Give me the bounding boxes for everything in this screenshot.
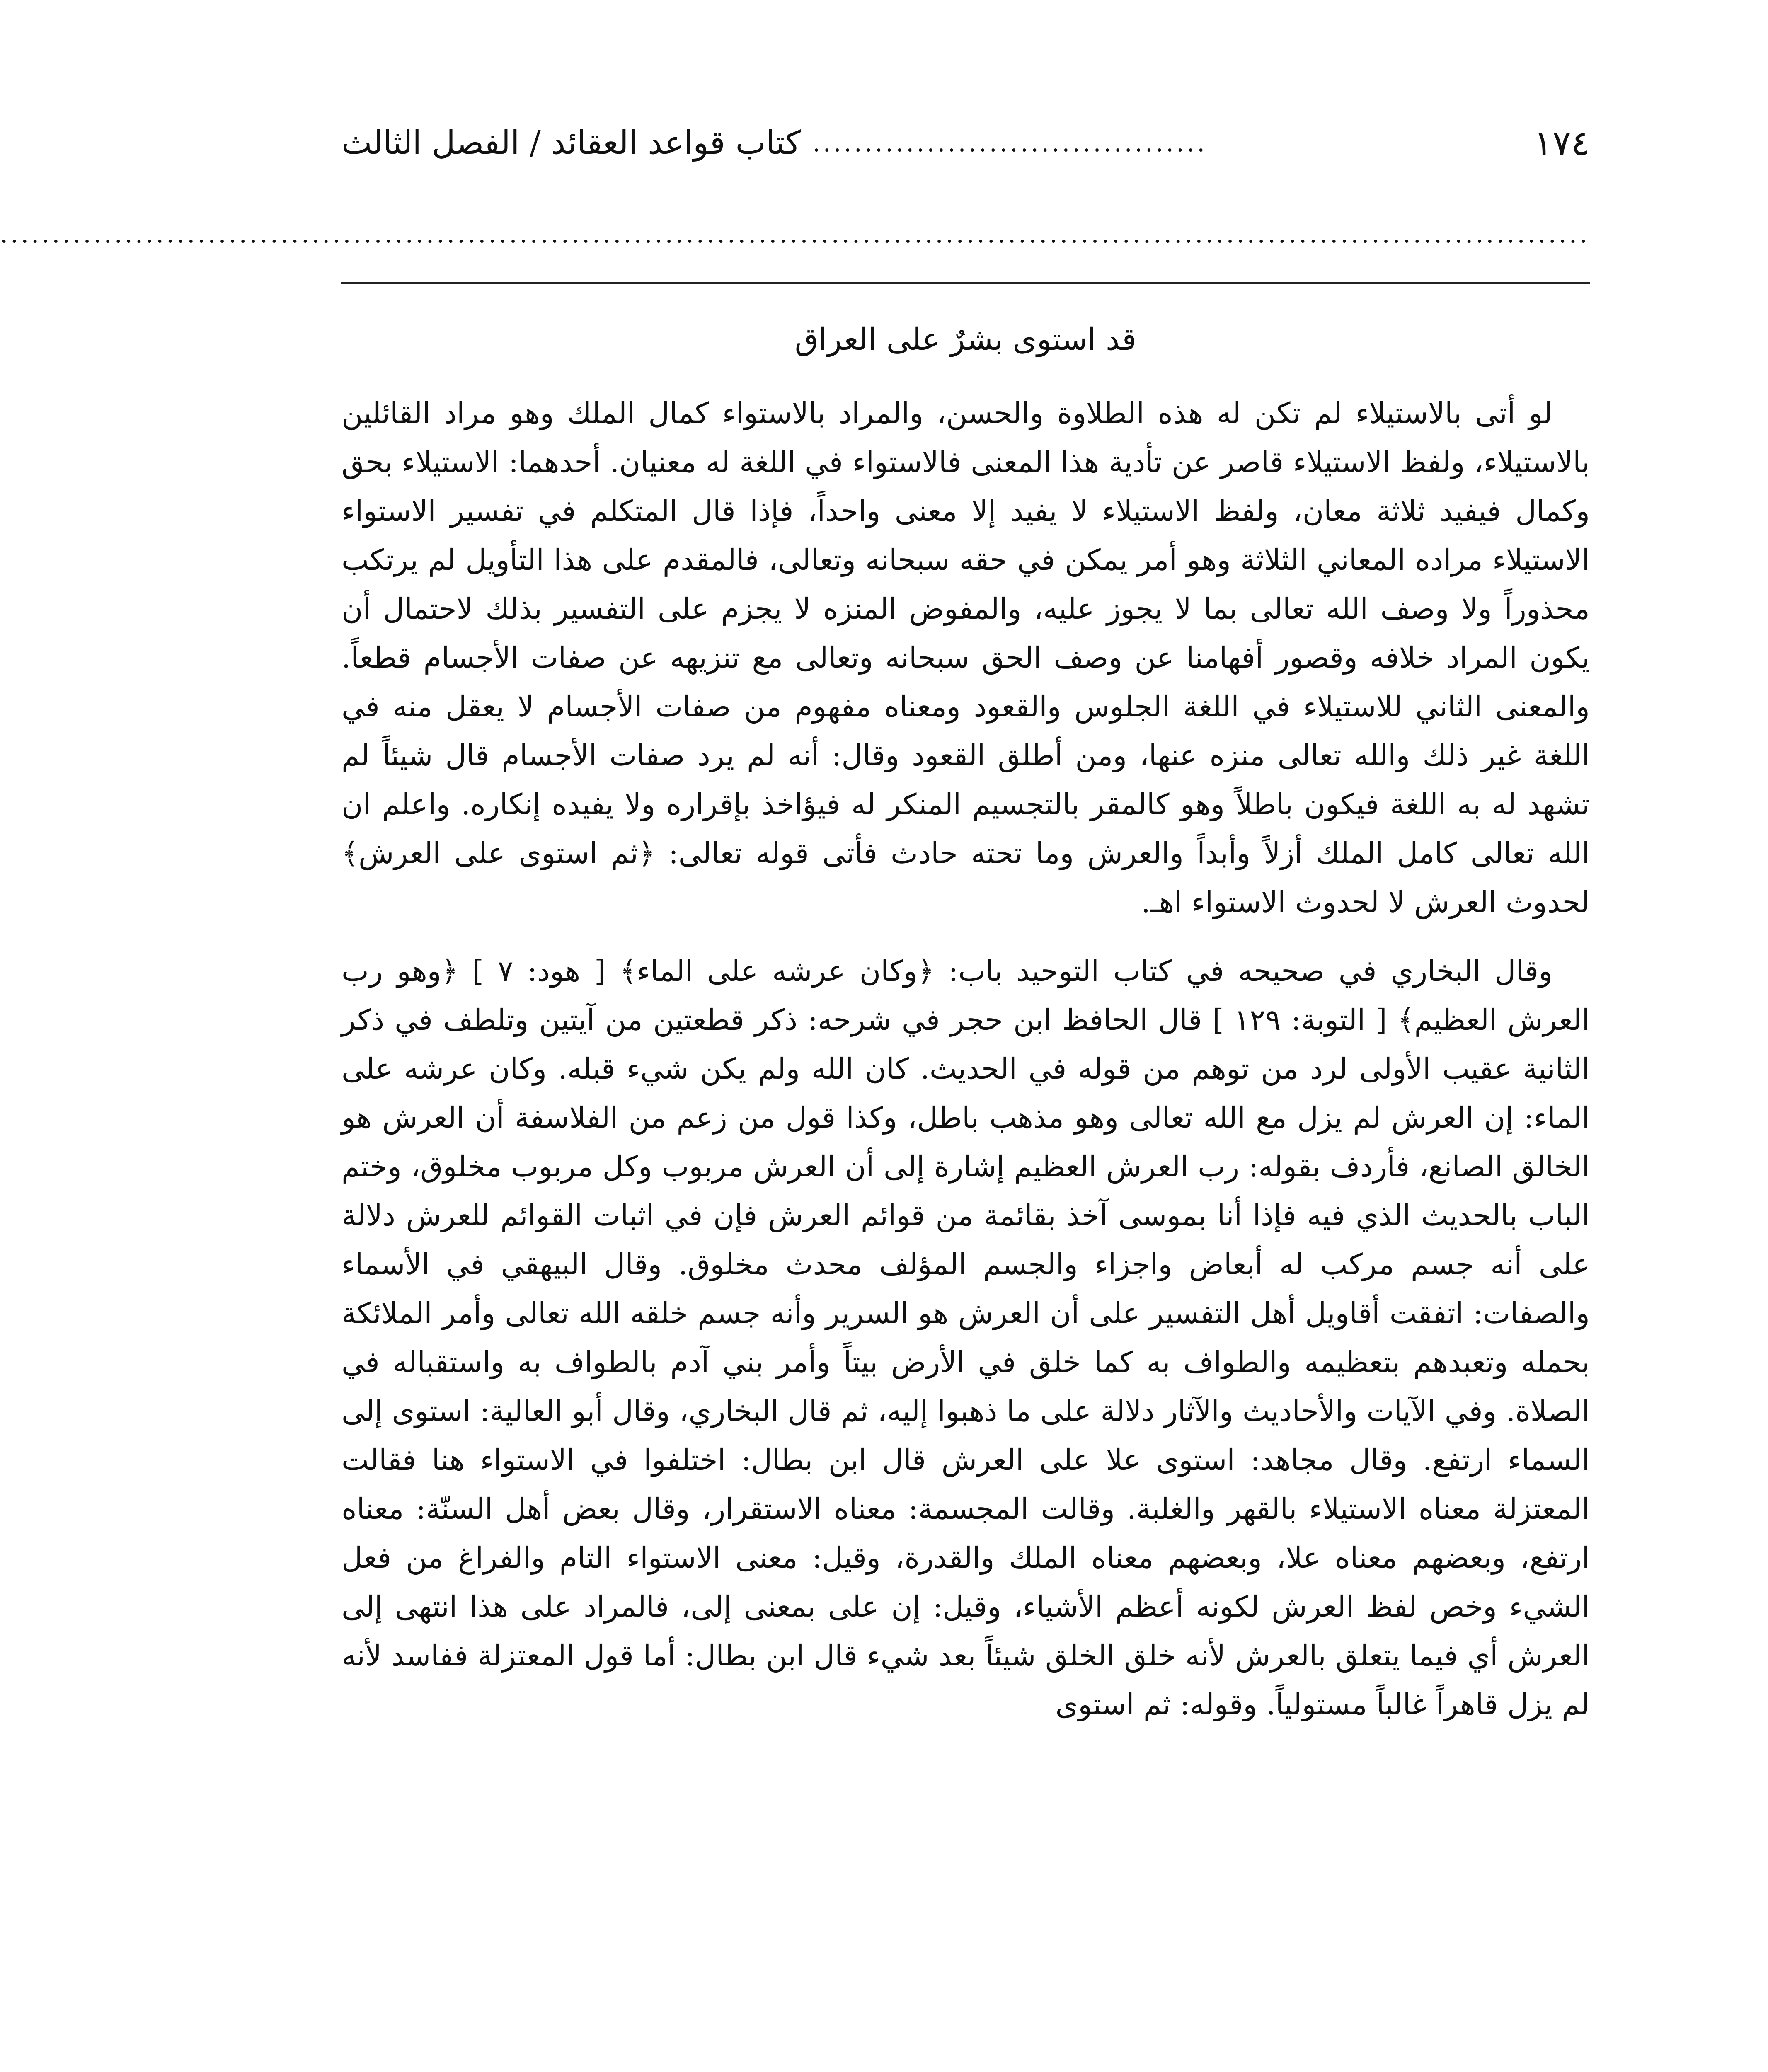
dotted-separator: ......................................................................................................................................................... <box>0 220 1590 249</box>
running-title-group <box>341 124 1207 162</box>
leader-dots: ...................................... <box>812 128 1208 157</box>
running-title: كتاب قواعد العقائد / الفصل الثالث <box>341 124 801 162</box>
header-rule <box>341 282 1590 284</box>
page-body <box>341 315 1590 1729</box>
poetry-verse: قد استوى بشرٌ على العراق <box>794 322 1137 357</box>
paragraph: لو أتى بالاستيلاء لم تكن له هذه الطلاوة والحسن، والمراد بالاستواء كمال الملك وهو مراد القائلين بالاستيلاء، ولفظ الاستيلاء قاصر عن تأدية هذا المعنى فالاستواء في اللغة له معنيان. أحدهما: الاستيلاء بحق وكمال فيفيد ثلاثة معان، ولفظ الاستيلاء لا يفيد إلا معنى واحداً، فإذا قال المتكلم في تفسير الاستواء الاستيلاء مراده المعاني الثلاثة وهو أمر يمكن في حقه سبحانه وتعالى، فالمقدم على هذا التأويل لم يرتكب محذوراً ولا وصف الله تعالى بما لا يجوز عليه، والمفوض المنزه لا يجزم على التفسير بذلك لاحتمال أن يكون المراد خلافه وقصور أفهامنا عن وصف الحق سبحانه وتعالى مع تنزيهه عن صفات الأجسام قطعاً. والمعنى الثاني للاستيلاء في اللغة الجلوس والقعود ومعناه مفهوم من صفات الأجسام لا يعقل منه في اللغة غير ذلك والله تعالى منزه عنها، ومن أطلق القعود وقال: أنه لم يرد صفات الأجسام قال شيئاً لم تشهد له به اللغة فيكون باطلاً وهو كالمقر بالتجسيم المنكر له فيؤاخذ بإقراره ولا يفيده إنكاره. واعلم ان الله تعالى كامل الملك أزلاً وأبداً والعرش وما تحته حادث فأتى قوله تعالى: ﴿ثم استوى على العرش﴾ لحدوث العرش لا لحدوث الاستواء اهـ. <box>341 396 1590 919</box>
paragraph: وقال البخاري في صحيحه في كتاب التوحيد باب: ﴿وكان عرشه على الماء﴾ [ هود: ٧ ] ﴿وهو رب العرش العظيم﴾ [ التوبة: ١٢٩ ] قال الحافظ ابن حجر في شرحه: ذكر قطعتين من آيتين وتلطف في ذكر الثانية عقيب الأولى لرد من توهم من قوله في الحديث. كان الله ولم يكن شيء قبله. وكان عرشه على الماء: إن العرش لم يزل مع الله تعالى وهو مذهب باطل، وكذا قول من زعم من الفلاسفة أن العرش هو الخالق الصانع، فأردف بقوله: رب العرش العظيم إشارة إلى أن العرش مربوب وكل مربوب مخلوق، وختم الباب بالحديث الذي فيه فإذا أنا بموسى آخذ بقائمة من قوائم العرش فإن في اثبات القوائم للعرش دلالة على أنه جسم مركب له أبعاض واجزاء والجسم المؤلف محدث مخلوق. وقال البيهقي في الأسماء والصفات: اتفقت أقاويل أهل التفسير على أن العرش هو السرير وأنه جسم خلقه الله تعالى وأمر الملائكة بحمله وتعبدهم بتعظيمه والطواف به كما خلق في الأرض بيتاً وأمر بني آدم بالطواف به واستقباله في الصلاة. وفي الآيات والأحاديث والآثار دلالة على ما ذهبوا إليه، ثم قال البخاري، وقال أبو العالية: استوى إلى السماء ارتفع. وقال مجاهد: استوى علا على العرش قال ابن بطال: اختلفوا في الاستواء هنا فقالت المعتزلة معناه الاستيلاء بالقهر والغلبة. وقالت المجسمة: معناه الاستقرار، وقال بعض أهل السنّة: معناه ارتفع، وبعضهم معناه علا، وبعضهم معناه الملك والقدرة، وقيل: معنى الاستواء التام والفراغ من فعل الشيء وخص لفظ العرش لكونه أعظم الأشياء، وقيل: إن على بمعنى إلى، فالمراد على هذا انتهى إلى العرش أي فيما يتعلق بالعرش لأنه خلق الخلق شيئاً بعد شيء قال ابن بطال: أما قول المعتزلة ففاسد لأنه لم يزل قاهراً غالباً مستولياً. وقوله: ثم استوى <box>341 954 1590 1721</box>
page-header <box>341 116 1590 170</box>
page-number: ١٧٤ <box>1533 123 1590 163</box>
